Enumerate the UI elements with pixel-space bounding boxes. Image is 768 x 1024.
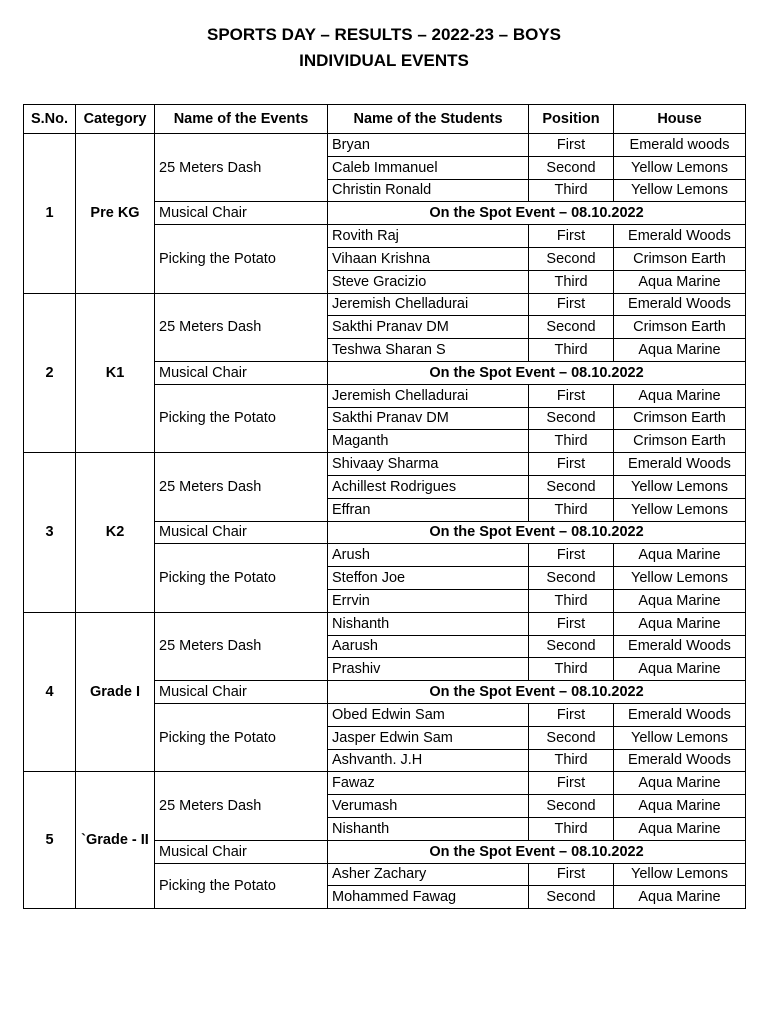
event-name-cell: Picking the Potato [155,703,328,771]
table-row [24,293,746,316]
student-name-cell: Caleb Immanuel [328,156,529,179]
student-name-cell: Obed Edwin Sam [328,703,529,726]
house-cell: Emerald Woods [614,749,746,772]
event-name-cell: 25 Meters Dash [155,772,328,840]
column-header-student: Name of the Students [328,105,529,134]
table-row [24,453,746,476]
on-the-spot-note: On the Spot Event – 08.10.2022 [328,202,746,225]
student-name-cell: Sakthi Pranav DM [328,407,529,430]
table-row [24,772,746,795]
student-name-cell: Mohammed Fawag [328,886,529,909]
event-name-cell: 25 Meters Dash [155,134,328,202]
position-cell: Third [529,658,614,681]
results-table [23,104,746,909]
house-cell: Aqua Marine [614,384,746,407]
student-name-cell: Christin Ronald [328,179,529,202]
serial-number-cell: 4 [24,612,76,772]
event-name-cell: 25 Meters Dash [155,293,328,361]
house-cell: Emerald Woods [614,703,746,726]
position-cell: Second [529,247,614,270]
house-cell: Aqua Marine [614,339,746,362]
event-name-cell: Picking the Potato [155,384,328,452]
on-the-spot-note: On the Spot Event – 08.10.2022 [328,361,746,384]
house-cell: Aqua Marine [614,795,746,818]
position-cell: First [529,384,614,407]
event-name-cell: Musical Chair [155,521,328,544]
serial-number-cell: 5 [24,772,76,909]
header-row [24,105,746,134]
column-header-position: Position [529,105,614,134]
table-row [24,612,746,635]
category-cell: Grade I [76,612,155,772]
position-cell: Second [529,635,614,658]
position-cell: Second [529,316,614,339]
on-the-spot-note: On the Spot Event – 08.10.2022 [328,521,746,544]
student-name-cell: Achillest Rodrigues [328,475,529,498]
document-title: SPORTS DAY – RESULTS – 2022-23 – BOYS [207,25,561,44]
position-cell: First [529,863,614,886]
event-name-cell: 25 Meters Dash [155,453,328,521]
house-cell: Emerald Woods [614,293,746,316]
student-name-cell: Teshwa Sharan S [328,339,529,362]
results-table-header [24,105,746,134]
house-cell: Aqua Marine [614,589,746,612]
student-name-cell: Maganth [328,430,529,453]
house-cell: Yellow Lemons [614,726,746,749]
student-name-cell: Fawaz [328,772,529,795]
house-cell: Emerald Woods [614,453,746,476]
student-name-cell: Steve Gracizio [328,270,529,293]
house-cell: Aqua Marine [614,544,746,567]
student-name-cell: Vihaan Krishna [328,247,529,270]
house-cell: Crimson Earth [614,247,746,270]
position-cell: First [529,453,614,476]
position-cell: First [529,225,614,248]
on-the-spot-note: On the Spot Event – 08.10.2022 [328,681,746,704]
position-cell: Second [529,156,614,179]
student-name-cell: Jeremish Chelladurai [328,293,529,316]
position-cell: Second [529,475,614,498]
house-cell: Emerald Woods [614,225,746,248]
position-cell: Second [529,795,614,818]
position-cell: First [529,134,614,157]
position-cell: First [529,703,614,726]
student-name-cell: Sakthi Pranav DM [328,316,529,339]
table-row [24,134,746,157]
student-name-cell: Rovith Raj [328,225,529,248]
event-name-cell: Musical Chair [155,840,328,863]
house-cell: Emerald Woods [614,635,746,658]
position-cell: First [529,544,614,567]
position-cell: Third [529,430,614,453]
house-cell: Yellow Lemons [614,498,746,521]
house-cell: Aqua Marine [614,270,746,293]
category-cell: Pre KG [76,134,155,294]
house-cell: Aqua Marine [614,886,746,909]
house-cell: Yellow Lemons [614,475,746,498]
document-subtitle: INDIVIDUAL EVENTS [299,51,469,70]
student-name-cell: Steffon Joe [328,567,529,590]
event-name-cell: Musical Chair [155,361,328,384]
position-cell: First [529,612,614,635]
position-cell: Second [529,726,614,749]
position-cell: Second [529,567,614,590]
column-header-category: Category [76,105,155,134]
serial-number-cell: 1 [24,134,76,294]
student-name-cell: Asher Zachary [328,863,529,886]
event-name-cell: Picking the Potato [155,863,328,909]
student-name-cell: Effran [328,498,529,521]
event-name-cell: Musical Chair [155,681,328,704]
student-name-cell: Arush [328,544,529,567]
results-table-body [24,134,746,909]
on-the-spot-note: On the Spot Event – 08.10.2022 [328,840,746,863]
position-cell: Third [529,270,614,293]
position-cell: First [529,293,614,316]
house-cell: Yellow Lemons [614,156,746,179]
event-name-cell: 25 Meters Dash [155,612,328,680]
student-name-cell: Nishanth [328,612,529,635]
student-name-cell: Jasper Edwin Sam [328,726,529,749]
serial-number-cell: 2 [24,293,76,453]
house-cell: Crimson Earth [614,407,746,430]
position-cell: Second [529,407,614,430]
position-cell: Third [529,339,614,362]
student-name-cell: Jeremish Chelladurai [328,384,529,407]
position-cell: Third [529,817,614,840]
house-cell: Emerald woods [614,134,746,157]
category-cell: K2 [76,453,155,613]
event-name-cell: Picking the Potato [155,225,328,293]
position-cell: Third [529,498,614,521]
serial-number-cell: 3 [24,453,76,613]
position-cell: First [529,772,614,795]
category-cell: K1 [76,293,155,453]
house-cell: Aqua Marine [614,658,746,681]
student-name-cell: Nishanth [328,817,529,840]
student-name-cell: Ashvanth. J.H [328,749,529,772]
position-cell: Third [529,589,614,612]
student-name-cell: Bryan [328,134,529,157]
position-cell: Third [529,179,614,202]
house-cell: Crimson Earth [614,316,746,339]
column-header-event: Name of the Events [155,105,328,134]
event-name-cell: Picking the Potato [155,544,328,612]
student-name-cell: Aarush [328,635,529,658]
category-cell: `Grade - II [76,772,155,909]
house-cell: Yellow Lemons [614,863,746,886]
student-name-cell: Shivaay Sharma [328,453,529,476]
student-name-cell: Prashiv [328,658,529,681]
position-cell: Second [529,886,614,909]
house-cell: Aqua Marine [614,817,746,840]
house-cell: Aqua Marine [614,772,746,795]
house-cell: Crimson Earth [614,430,746,453]
student-name-cell: Verumash [328,795,529,818]
house-cell: Yellow Lemons [614,567,746,590]
event-name-cell: Musical Chair [155,202,328,225]
student-name-cell: Errvin [328,589,529,612]
position-cell: Third [529,749,614,772]
house-cell: Aqua Marine [614,612,746,635]
column-header-sno: S.No. [24,105,76,134]
house-cell: Yellow Lemons [614,179,746,202]
column-header-house: House [614,105,746,134]
